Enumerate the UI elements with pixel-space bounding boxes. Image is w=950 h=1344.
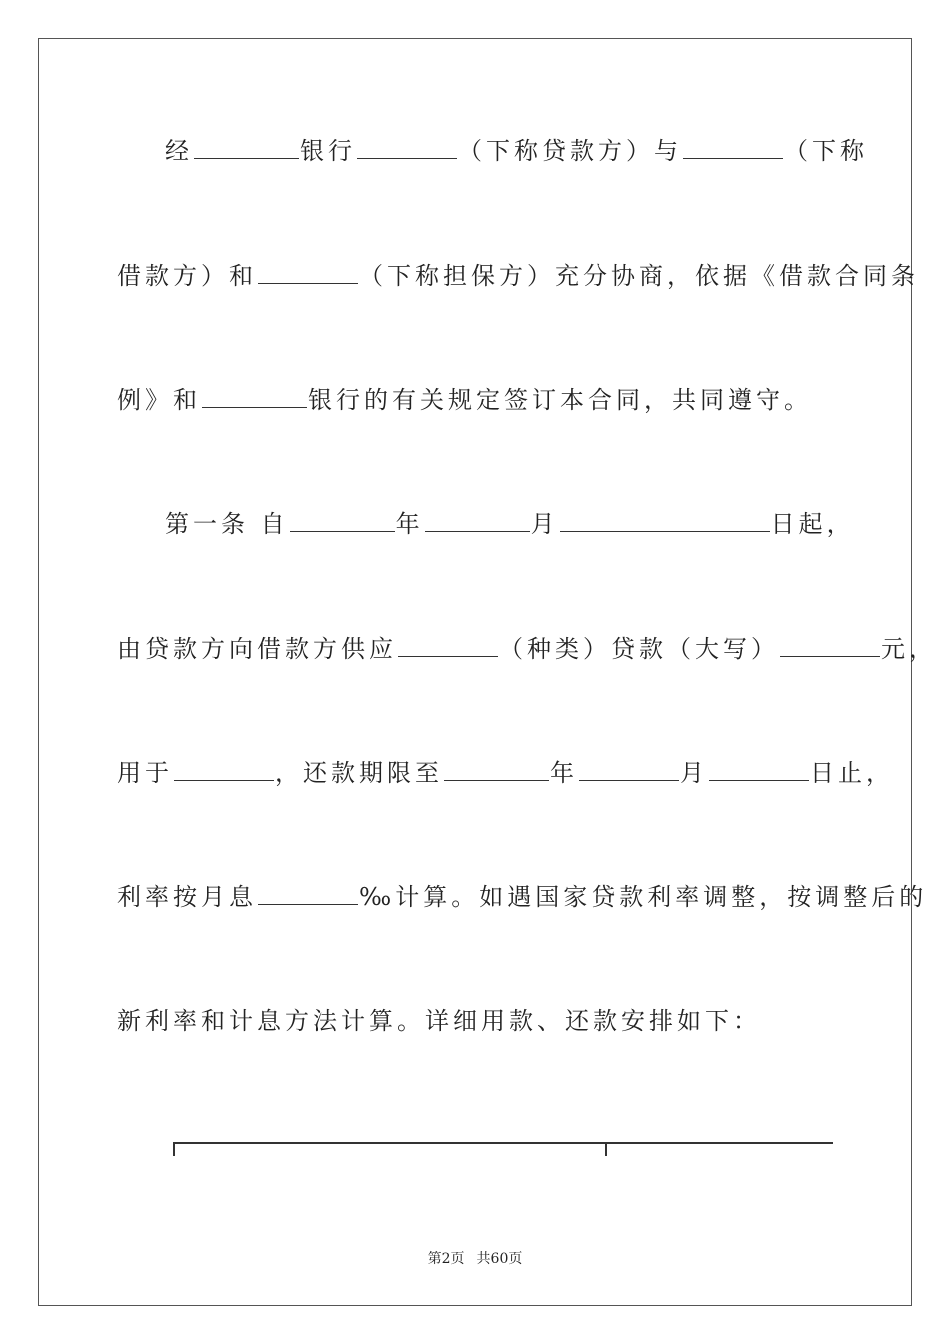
paragraph-line-7 bbox=[117, 877, 928, 917]
blank-field[interactable] bbox=[194, 132, 299, 159]
text-segment: 日止， bbox=[810, 759, 894, 787]
blank-field[interactable] bbox=[174, 754, 274, 781]
text-segment: （下称 bbox=[784, 137, 868, 165]
blank-field[interactable] bbox=[357, 132, 457, 159]
text-segment: 月 bbox=[680, 759, 708, 787]
page-total: 共60页 bbox=[476, 1251, 523, 1267]
text-segment: 银行 bbox=[300, 137, 356, 165]
text-segment: （下称担保方）充分协商，依据《借款合同条 bbox=[359, 262, 919, 290]
page-footer bbox=[0, 1248, 950, 1268]
page-number: 第2页 bbox=[427, 1251, 465, 1267]
blank-field[interactable] bbox=[425, 505, 530, 532]
paragraph-line-5 bbox=[117, 629, 937, 669]
text-segment: （下称贷款方）与 bbox=[458, 137, 682, 165]
blank-field[interactable] bbox=[290, 505, 395, 532]
table-column-divider bbox=[605, 1142, 607, 1156]
paragraph-line-6 bbox=[117, 753, 894, 793]
blank-field[interactable] bbox=[560, 505, 770, 532]
text-segment: 由贷款方向借款方供应 bbox=[117, 635, 397, 663]
paragraph-line-3 bbox=[117, 380, 832, 420]
text-segment: 银行的有关规定签订本合同，共同遵守。 bbox=[308, 386, 812, 414]
text-segment: 经 bbox=[165, 137, 193, 165]
table-left-edge bbox=[173, 1142, 175, 1156]
blank-field[interactable] bbox=[444, 754, 549, 781]
blank-field[interactable] bbox=[709, 754, 809, 781]
text-segment: 第一条 自 bbox=[165, 510, 289, 538]
schedule-table-top-border bbox=[173, 1142, 833, 1158]
text-segment: 元， bbox=[881, 635, 937, 663]
blank-field[interactable] bbox=[258, 257, 358, 284]
text-segment: （种类）贷款（大写） bbox=[499, 635, 779, 663]
paragraph-line-1 bbox=[165, 131, 868, 171]
text-segment: 月 bbox=[530, 510, 559, 538]
page-border bbox=[38, 38, 912, 1306]
text-segment: 日起， bbox=[770, 510, 855, 538]
blank-field[interactable] bbox=[579, 754, 679, 781]
text-segment: 新利率和计息方法计算。详细用款、还款安排如下： bbox=[117, 1007, 761, 1035]
text-segment: 年 bbox=[550, 759, 578, 787]
text-segment: ，还款期限至 bbox=[275, 759, 443, 787]
blank-field[interactable] bbox=[202, 381, 307, 408]
table-top-rule bbox=[173, 1142, 833, 1144]
text-segment: 例》和 bbox=[117, 386, 201, 414]
blank-field[interactable] bbox=[398, 630, 498, 657]
paragraph-line-2 bbox=[117, 256, 919, 296]
blank-field[interactable] bbox=[258, 878, 358, 905]
article-one-line bbox=[165, 504, 855, 544]
paragraph-line-8 bbox=[117, 1001, 832, 1041]
blank-field[interactable] bbox=[683, 132, 783, 159]
text-segment: 借款方）和 bbox=[117, 262, 257, 290]
text-segment: 年 bbox=[395, 510, 424, 538]
text-segment: 用于 bbox=[117, 759, 173, 787]
blank-field[interactable] bbox=[780, 630, 880, 657]
text-segment: ‰计算。如遇国家贷款利率调整，按调整后的 bbox=[359, 883, 928, 911]
text-segment: 利率按月息 bbox=[117, 883, 257, 911]
